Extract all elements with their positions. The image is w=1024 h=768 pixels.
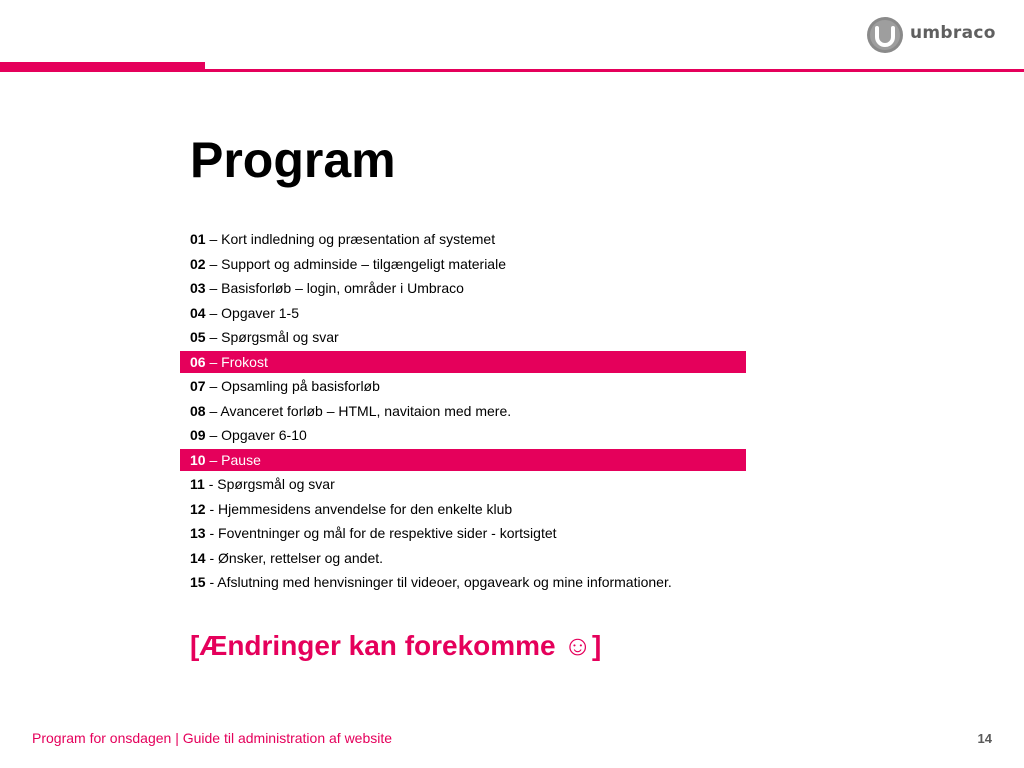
page-number: 14 xyxy=(977,731,992,746)
agenda-item-text: Spørgsmål og svar xyxy=(221,329,339,345)
agenda-item-separator: - xyxy=(204,476,218,492)
agenda-item-number: 11 xyxy=(190,476,205,492)
agenda-item xyxy=(180,522,746,545)
footer-text: Program for onsdagen | Guide til administration af website xyxy=(32,730,393,746)
agenda-item xyxy=(180,400,746,423)
agenda-item-separator: – xyxy=(205,280,222,296)
agenda-item-separator: - xyxy=(205,500,219,517)
agenda-item-text: Avanceret forløb – HTML, navitaion med mere. xyxy=(220,402,512,419)
agenda-item-separator: – xyxy=(205,427,222,443)
agenda-item-number: 02 xyxy=(190,255,206,272)
agenda-item-number: 09 xyxy=(190,427,206,443)
agenda-item-separator: – xyxy=(205,378,222,394)
agenda-item xyxy=(180,473,746,496)
agenda-item-text: Basisforløb – login, områder i Umbraco xyxy=(221,280,464,296)
agenda-list xyxy=(180,228,746,596)
agenda-item-text: Afslutning med henvisninger til videoer, opgaveark og mine informationer. xyxy=(217,574,672,590)
agenda-item xyxy=(180,277,746,300)
agenda-item-separator: – xyxy=(205,255,222,272)
agenda-item-text: Opgaver 1-5 xyxy=(221,304,299,321)
agenda-item xyxy=(180,424,746,447)
agenda-item-separator: - xyxy=(205,549,219,566)
agenda-item-separator: – xyxy=(205,451,222,468)
agenda-item-number: 08 xyxy=(190,402,206,419)
agenda-item-number: 07 xyxy=(190,378,206,394)
agenda-item-number: 12 xyxy=(190,500,206,517)
agenda-item-separator: – xyxy=(205,329,222,345)
agenda-item-number: 10 xyxy=(190,451,206,468)
agenda-item xyxy=(180,571,746,594)
agenda-item-separator: – xyxy=(205,402,221,419)
agenda-item-separator: - xyxy=(205,574,218,590)
agenda-item xyxy=(180,375,746,398)
header-rule-thick xyxy=(0,62,205,72)
agenda-item-number: 13 xyxy=(190,525,206,541)
agenda-item-text: Support og adminside – tilgængeligt materiale xyxy=(221,255,506,272)
agenda-item xyxy=(180,498,746,521)
agenda-item-text: Kort indledning og præsentation af systemet xyxy=(221,231,496,247)
umbraco-logo-icon xyxy=(866,16,904,54)
agenda-item-separator: – xyxy=(205,231,222,247)
agenda-item-number: 03 xyxy=(190,280,206,296)
agenda-item-text: Hjemmesidens anvendelse for den enkelte klub xyxy=(218,500,513,517)
agenda-item-text: Ønsker, rettelser og andet. xyxy=(218,549,384,566)
agenda-item-text: Opgaver 6-10 xyxy=(221,427,307,443)
agenda-item-separator: - xyxy=(205,525,219,541)
agenda-item xyxy=(180,228,746,251)
slide-title: Program xyxy=(190,132,396,188)
agenda-item-separator: – xyxy=(205,304,222,321)
agenda-item-text: Frokost xyxy=(221,353,268,370)
agenda-item-text: Opsamling på basisforløb xyxy=(221,378,380,394)
agenda-item xyxy=(180,351,746,374)
agenda-item xyxy=(180,253,746,276)
agenda-item-text: Pause xyxy=(221,451,261,468)
changes-note: [Ændringer kan forekomme ☺] xyxy=(190,630,602,661)
agenda-item xyxy=(180,302,746,325)
agenda-item xyxy=(180,326,746,349)
logo-text: umbraco xyxy=(910,23,996,43)
agenda-item xyxy=(180,547,746,570)
agenda-item-number: 15 xyxy=(190,574,206,590)
agenda-item-separator: – xyxy=(205,353,222,370)
umbraco-logo xyxy=(866,16,994,56)
agenda-item-text: Spørgsmål og svar xyxy=(217,476,335,492)
agenda-item-text: Foventninger og mål for de respektive sider - kortsigtet xyxy=(218,525,557,541)
agenda-item xyxy=(180,449,746,472)
agenda-item-number: 01 xyxy=(190,231,206,247)
agenda-item-number: 14 xyxy=(190,549,206,566)
agenda-item-number: 04 xyxy=(190,304,206,321)
agenda-item-number: 05 xyxy=(190,329,206,345)
agenda-item-number: 06 xyxy=(190,353,206,370)
